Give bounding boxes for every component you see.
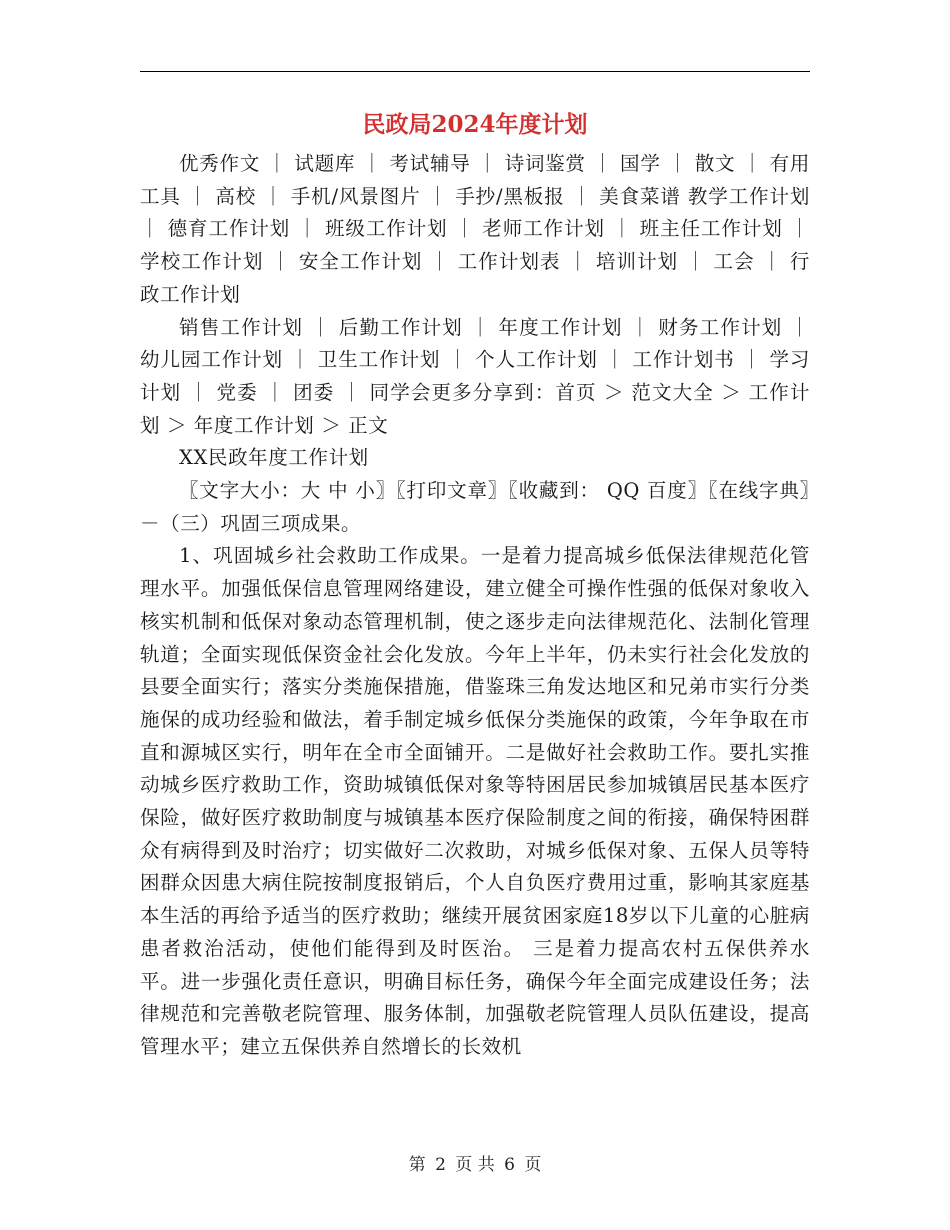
section-heading: XX民政年度工作计划 <box>179 446 369 470</box>
header-rule <box>140 71 810 72</box>
nav-links-paragraph-2: 销售工作计划 ｜ 后勤工作计划 ｜ 年度工作计划 ｜ 财务工作计划 ｜ 幼儿园工作计划 ｜ 卫生工作计划 ｜ 个人工作计划 ｜ 工作计划书 ｜ 学习计划 ｜ 党委 ｜ 团委 ｜ 同学会更多分享到：首页 ＞ 范文大全 ＞ 工作计划 ＞ 年度工作计划 ＞ 正文 <box>140 315 810 437</box>
nav-links-paragraph: 优秀作文 ｜ 试题库 ｜ 考试辅导 ｜ 诗词鉴赏 ｜ 国学 ｜ 散文 ｜ 有用工具 ｜ 高校 ｜ 手机/风景图片 ｜ 手抄/黑板报 ｜ 美食菜谱 教学工作计划 ｜ 德育工作计划 ｜ 班级工作计划 ｜ 老师工作计划 ｜ 班主任工作计划 ｜ 学校工作计划 ｜ 安全工作计划 ｜ 工作计划表 ｜ 培训计划 ｜ 工会 ｜ 行政工作计划 <box>140 152 810 306</box>
article-tools-line: 〖文字大小：大 中 小〗〖打印文章〗〖收藏到： QQ 百度〗〖在线字典〗－（三）巩固三项成果。 <box>140 479 810 535</box>
page-footer <box>0 1150 950 1175</box>
body-paragraph: 1、巩固城乡社会救助工作成果。一是着力提高城乡低保法律规范化管理水平。加强低保信息管理网络建设，建立健全可操作性强的低保对象收入核实机制和低保对象动态管理机制，使之逐步走向法律规范化、法制化管理轨道；全面实现低保资金社会化发放。今年上半年，仍未实行社会化发放的县要全面实行；落实分类施保措施，借鉴珠三角发达地区和兄弟市实行分类施保的成功经验和做法，着手制定城乡低保分类施保的政策，今年争取在市直和源城区实行，明年在全市全面铺开。二是做好社会救助工作。要扎实推动城乡医疗救助工作，资助城镇低保对象等特困居民参加城镇居民基本医疗保险，做好医疗救助制度与城镇基本医疗保险制度之间的衔接，确保特困群众有病得到及时治疗；切实做好二次救助，对城乡低保对象、五保人员等特困群众因患大病住院按制度报销后，个人自负医疗费用过重，影响其家庭基本生活的再给予适当的医疗救助；继续开展贫困家庭18岁以下儿童的心脏病患者救治活动，使他们能得到及时医治。 三是着力提高农村五保供养水平。进一步强化责任意识，明确目标任务，确保今年全面完成建设任务；法律规范和完善敬老院管理、服务体制，加强敬老院管理人员队伍建设，提高管理水平；建立五保供养自然增长的长效机 <box>140 544 810 1058</box>
footer-total-pages: 6 <box>504 1155 515 1175</box>
footer-suffix: 页 <box>524 1155 542 1175</box>
footer-current-page: 2 <box>435 1155 446 1175</box>
document-title: 民政局2024年度计划 <box>362 111 588 138</box>
footer-middle: 页 共 <box>455 1155 495 1175</box>
document-body <box>140 148 810 1064</box>
footer-prefix: 第 <box>408 1155 426 1175</box>
